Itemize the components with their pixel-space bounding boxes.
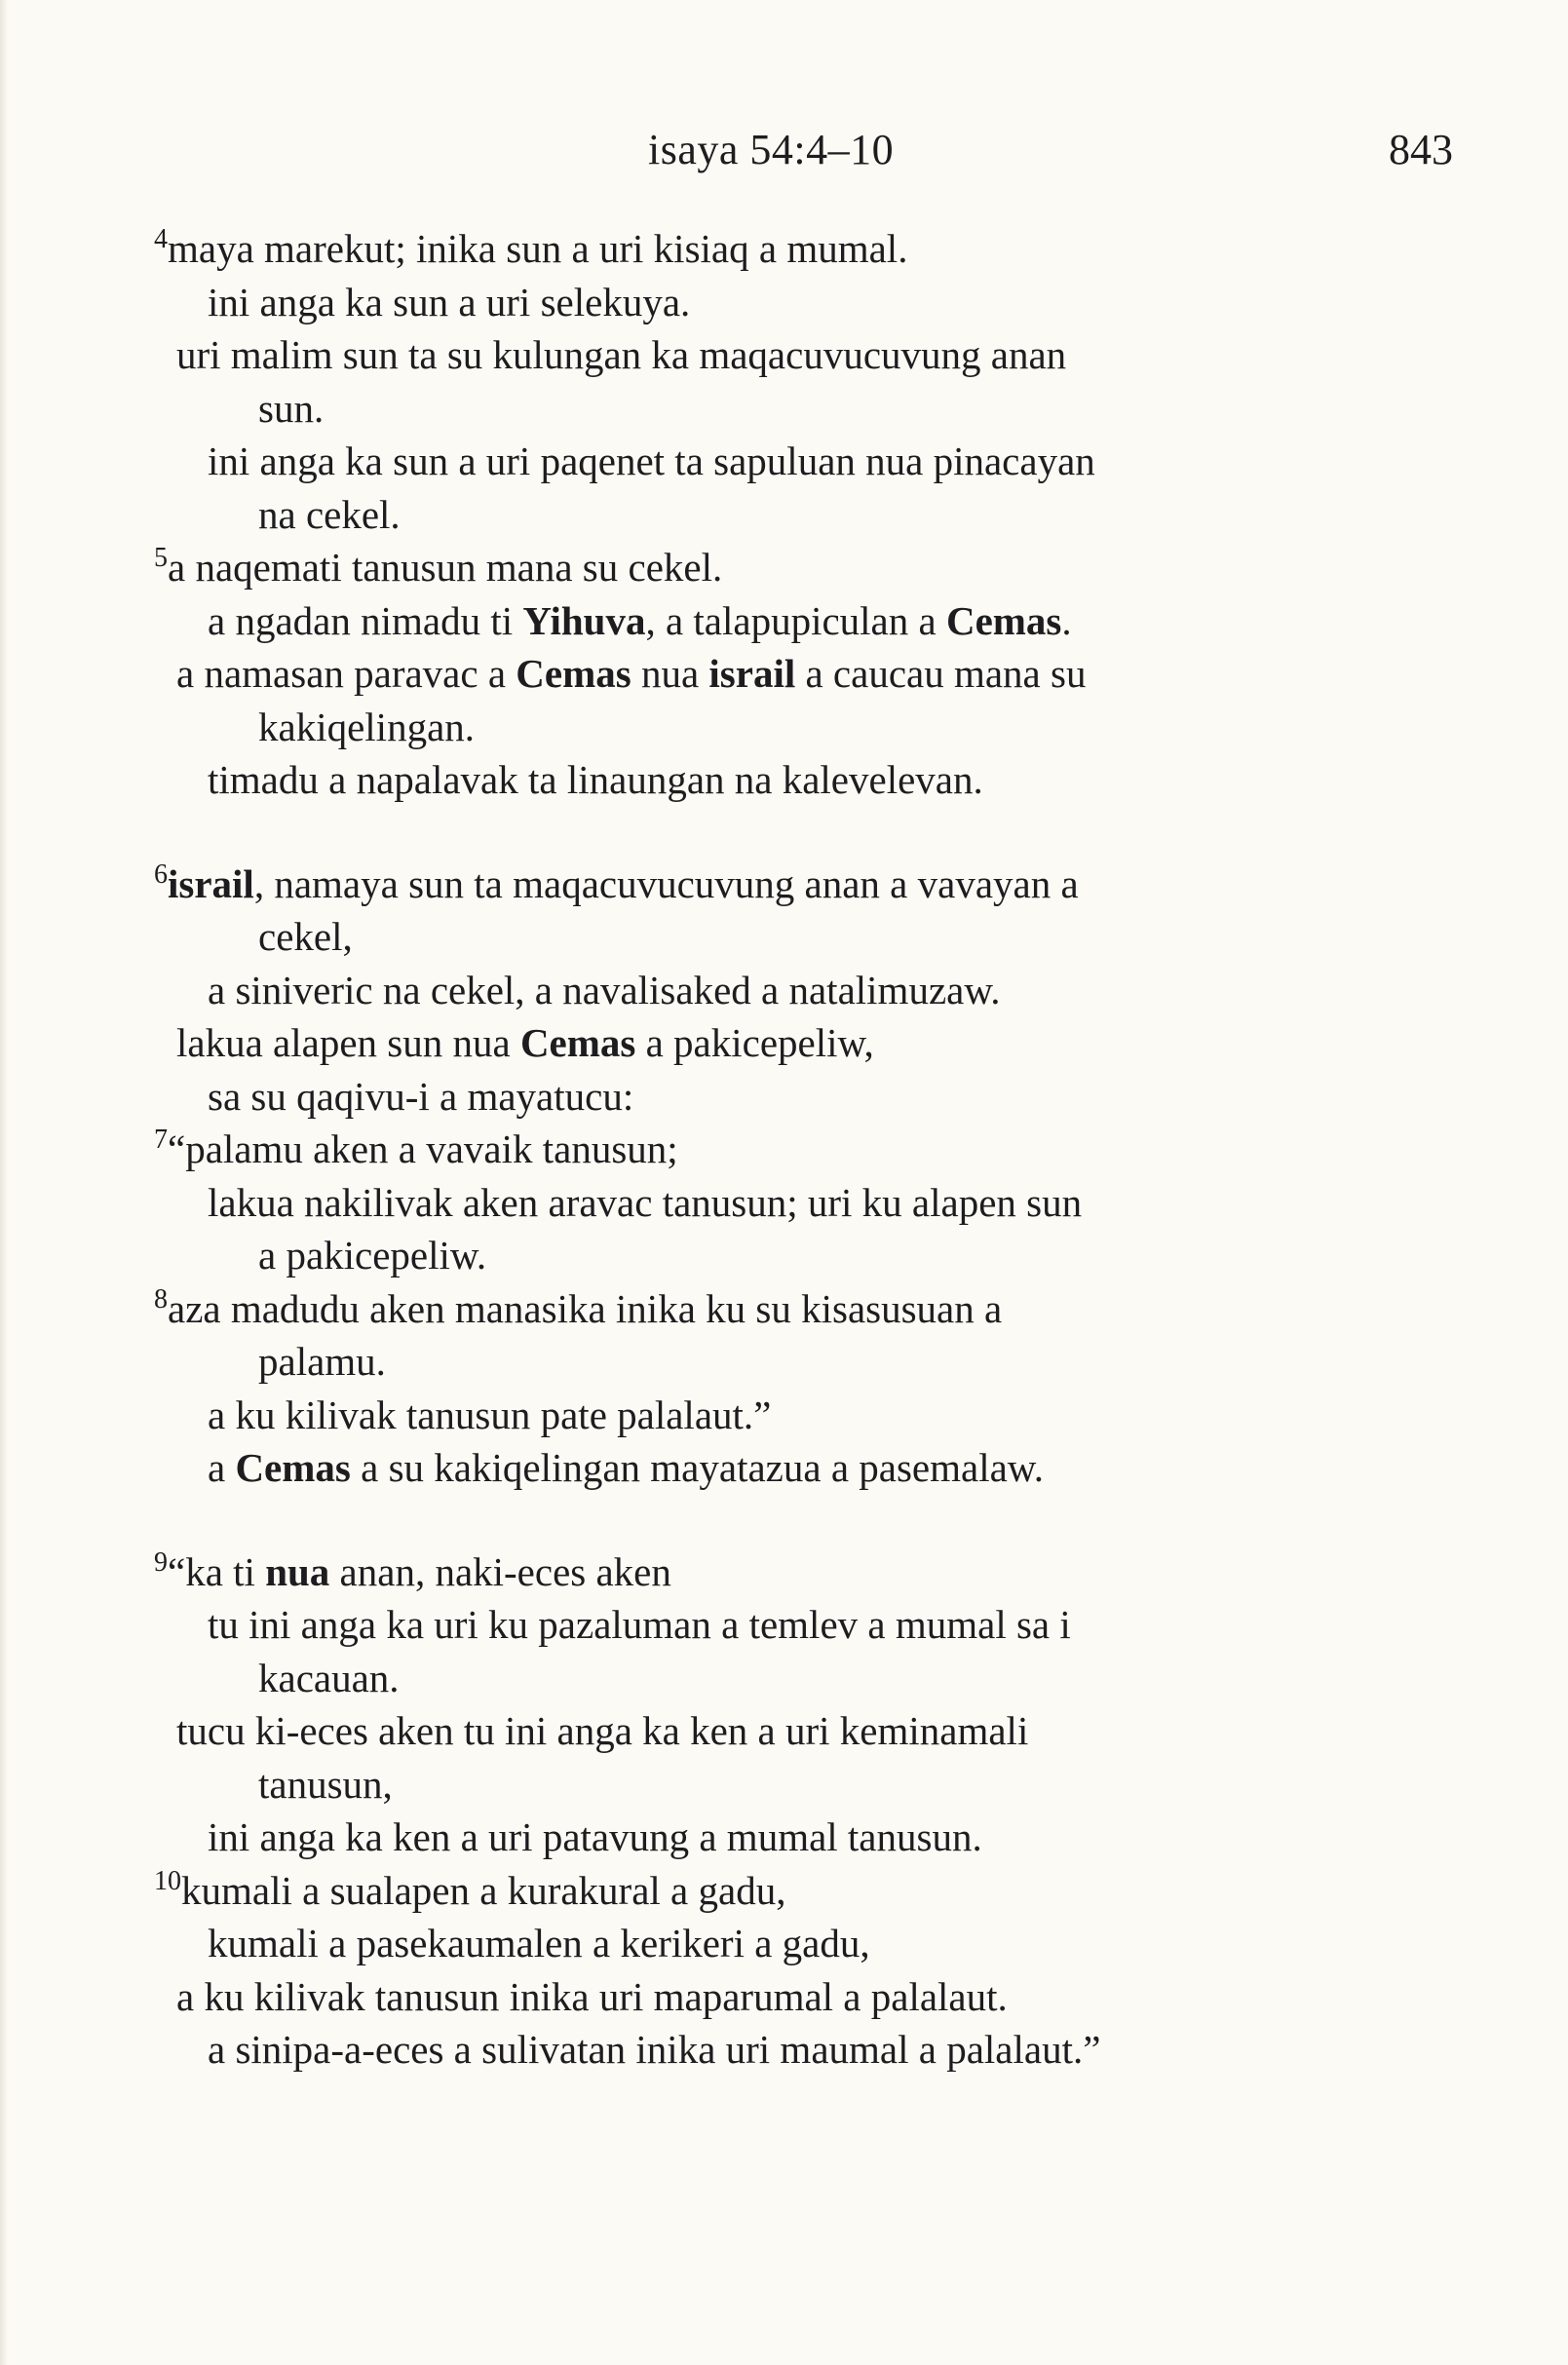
verse-line: [151, 1282, 1457, 1336]
text-segment: a pakicepeliw.: [258, 1233, 487, 1278]
verse-number: 4: [154, 224, 168, 255]
scripture-text: [151, 222, 1457, 2077]
verse-line: [151, 858, 1457, 911]
verse-line: [151, 435, 1457, 488]
text-segment: a ku kilivak tanusun pate palalaut.”: [208, 1392, 772, 1437]
text-segment: sa su qaqivu-i a mayatucu:: [208, 1073, 634, 1119]
text-segment: uri malim sun ta su kulungan ka maqacuvucuvung anan: [176, 332, 1067, 377]
text-segment: a namasan paravac a: [176, 651, 516, 696]
text-segment: ini anga ka ken a uri patavung a mumal tanusun.: [208, 1814, 982, 1859]
verse-number: 10: [154, 1865, 181, 1896]
text-segment: kumali a sualapen a kurakural a gadu,: [181, 1867, 786, 1913]
bold-term: Cemas: [516, 651, 631, 696]
page-edge-shadow: [0, 0, 8, 2365]
page-number: 843: [1389, 126, 1453, 173]
bold-term: israil: [708, 651, 796, 696]
verse-line: [151, 753, 1457, 807]
text-segment: lakua nakilivak aken aravac tanusun; uri ku alapen sun: [208, 1179, 1083, 1225]
verse-number: 8: [154, 1283, 168, 1315]
text-segment: kumali a pasekaumalen a kerikeri a gadu,: [208, 1921, 870, 1965]
stanza-break: [151, 807, 1457, 858]
text-segment: a sinipa-a-eces a sulivatan inika uri maumal a palalaut.”: [208, 2027, 1101, 2072]
verse-line: [151, 1016, 1457, 1070]
text-segment: “palamu aken a vavaik tanusun;: [168, 1126, 678, 1171]
text-segment: a ku kilivak tanusun inika uri maparumal a palalaut.: [176, 1973, 1008, 2019]
text-segment: maya marekut; inika sun a uri kisiaq a mumal.: [168, 226, 908, 271]
verse-number: 5: [154, 543, 168, 574]
text-segment: ini anga ka sun a uri paqenet ta sapuluan nua pinacayan: [208, 439, 1095, 483]
bold-term: Yihuva: [522, 597, 646, 643]
text-segment: kakiqelingan.: [258, 704, 476, 749]
page-header: [0, 125, 1568, 183]
verse-line: [151, 1704, 1457, 1758]
text-segment: anan, naki-eces aken: [329, 1548, 671, 1594]
text-segment: a ngadan nimadu ti: [208, 597, 523, 643]
text-segment: a caucau mana su: [795, 651, 1087, 696]
stanza-break: [151, 1495, 1457, 1545]
text-segment: cekel,: [258, 914, 353, 959]
text-segment: a naqemati tanusun mana su cekel.: [168, 545, 723, 590]
text-segment: kacauan.: [258, 1655, 400, 1700]
text-segment: a: [208, 1445, 236, 1490]
text-segment: .: [1061, 597, 1072, 643]
text-segment: , namaya sun ta maqacuvucuvung anan a vavayan a: [253, 860, 1079, 906]
verse-line: [151, 1970, 1457, 2024]
verse-line: [151, 1229, 1457, 1282]
verse-line: [151, 1545, 1457, 1599]
verse-line: [151, 964, 1457, 1017]
verse-line: [151, 910, 1457, 964]
text-segment: timadu a napalavak ta linaungan na kalevelevan.: [208, 757, 983, 802]
text-segment: palamu.: [258, 1339, 386, 1384]
text-segment: tucu ki-eces aken tu ini anga ka ken a uri keminamali: [176, 1708, 1029, 1753]
text-segment: nua: [631, 651, 709, 696]
text-segment: tanusun,: [258, 1761, 393, 1807]
text-segment: a su kakiqelingan mayatazua a pasemalaw.: [350, 1445, 1044, 1490]
verse-number: 6: [154, 858, 168, 890]
text-segment: a siniveric na cekel, a navalisaked a natalimuzaw.: [208, 967, 1001, 1012]
text-segment: “ka ti: [168, 1548, 266, 1594]
verse-line: [151, 1176, 1457, 1230]
verse-line: [151, 1917, 1457, 1970]
verse-number: 7: [154, 1125, 168, 1156]
text-segment: ini anga ka sun a uri selekuya.: [208, 279, 691, 324]
verse-line: [151, 701, 1457, 754]
verse-line: [151, 1758, 1457, 1812]
running-head: isaya 54:4–10: [648, 126, 895, 173]
verse-line: [151, 1598, 1457, 1652]
verse-line: [151, 594, 1457, 648]
text-segment: na cekel.: [258, 491, 401, 537]
bold-term: israil: [168, 860, 254, 906]
verse-line: [151, 276, 1457, 329]
verse-line: [151, 1335, 1457, 1389]
verse-line: [151, 1652, 1457, 1705]
verse-line: [151, 1441, 1457, 1495]
verse-line: [151, 222, 1457, 276]
verse-line: [151, 328, 1457, 382]
verse-line: [151, 541, 1457, 594]
text-segment: tu ini anga ka uri ku pazaluman a temlev a mumal sa i: [208, 1602, 1071, 1647]
verse-line: [151, 488, 1457, 542]
bold-term: Cemas: [235, 1445, 351, 1490]
verse-line: [151, 1389, 1457, 1442]
verse-line: [151, 1070, 1457, 1124]
text-segment: a pakicepeliw,: [635, 1020, 874, 1065]
text-segment: , a talapupiculan a: [645, 597, 946, 643]
verse-line: [151, 1123, 1457, 1176]
verse-number: 9: [154, 1546, 168, 1578]
bold-term: nua: [265, 1548, 330, 1594]
text-segment: sun.: [258, 385, 325, 431]
bold-term: Cemas: [519, 1020, 636, 1065]
verse-line: [151, 382, 1457, 436]
bold-term: Cemas: [945, 597, 1062, 643]
text-segment: aza madudu aken manasika inika ku su kisasusuan a: [168, 1285, 1003, 1331]
verse-line: [151, 1811, 1457, 1864]
verse-line: [151, 1864, 1457, 1918]
verse-line: [151, 647, 1457, 701]
verse-line: [151, 2023, 1457, 2077]
text-segment: lakua alapen sun nua: [176, 1020, 520, 1065]
